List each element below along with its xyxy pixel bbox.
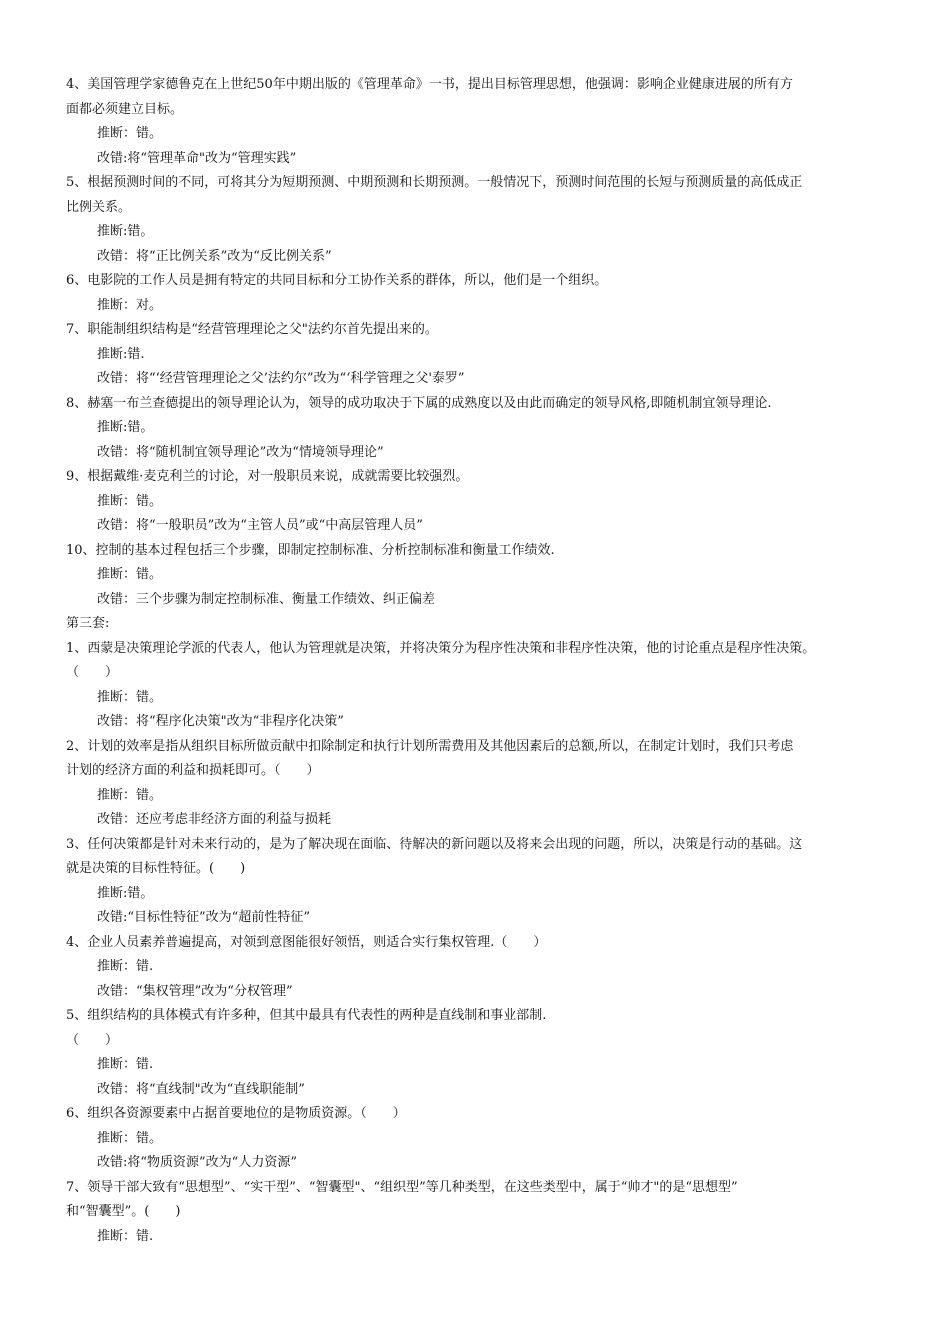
question-line: 计划的经济方面的利益和损耗即可。（ ） — [66, 763, 320, 778]
answer-line: 改错：“集权管理”改为“分权管理” — [97, 983, 293, 999]
answer-line: 推断:错。 — [97, 420, 154, 435]
question-line: 6、组织各资源要素中占据首要地位的是物质资源。（ ） — [66, 1106, 406, 1121]
answer-line: 改错：将“直线制"改为“直线职能制” — [97, 1081, 305, 1097]
answer-line: 推断:错. — [97, 346, 145, 362]
answer-line: 推断：错。 — [97, 1130, 163, 1146]
question-line: 比例关系。 — [66, 199, 132, 215]
question-line: 5、根据预测时间的不同，可将其分为短期预测、中期预测和长期预测。一般情况下，预测时间范围的长短与预测质量的高低成正 — [66, 175, 803, 190]
question-line: 就是决策的目标性特征。( ) — [66, 861, 246, 876]
answer-line: 改错：还应考虑非经济方面的利益与损耗 — [97, 812, 332, 827]
question-line: 7、领导干部大致有“思想型”、“实干型”、“智囊型"、“组织型”等几种类型，在这些类型中，属于“帅才"的是“思想型” — [66, 1179, 738, 1195]
answer-line: 改错:将“物质资源”改为“人力资源” — [97, 1155, 297, 1170]
question-line: 10、控制的基本过程包括三个步骤，即制定控制标准、分析控制标准和衡量工作绩效. — [66, 542, 555, 558]
answer-line: 推断:错。 — [97, 885, 154, 901]
answer-line: 改错：将“一般职员”改为“主管人员”或“中高层管理人员” — [97, 518, 423, 533]
answer-line: 改错：将“程序化决策"改为“非程序化决策” — [97, 714, 344, 729]
question-line: 5、组织结构的具体模式有许多种，但其中最具有代表性的两种是直线制和事业部制. — [66, 1008, 547, 1023]
answer-line: 推断：错。 — [97, 493, 163, 509]
question-line: （ ） — [66, 1032, 119, 1048]
question-line: 9、根据戴维·麦克利兰的讨论，对一般职员来说，成就需要比较强烈。 — [66, 469, 469, 484]
answer-line: 改错:将“管理革命"改为“管理实践” — [97, 150, 297, 166]
answer-line: 改错:“目标性特征”改为“超前性特征” — [97, 910, 310, 925]
question-line: 面都必须建立目标。 — [66, 101, 184, 117]
answer-line: 推断：错。 — [97, 126, 163, 141]
answer-line: 推断：错. — [97, 959, 154, 974]
answer-line: 推断：错。 — [97, 689, 163, 705]
question-line: 7、职能制组织结构是“经营管理理论之父"法约尔首先提出来的。 — [66, 322, 438, 337]
question-line: 第三套: — [66, 616, 110, 631]
question-line: 和“智囊型”。( ) — [66, 1204, 181, 1219]
answer-line: 推断:错。 — [97, 224, 154, 239]
question-line: 2、计划的效率是指从组织目标所做贡献中扣除制定和执行计划所需费用及其他因素后的总额,所以，在制定计划时，我们只考虑 — [66, 738, 794, 754]
answer-line: 推断：错. — [97, 1057, 154, 1072]
answer-line: 改错：将“‘经营管理理论之父’法约尔”改为“‘科学管理之父'泰罗” — [97, 371, 465, 386]
question-line: 4、企业人员素养普遍提高，对领到意图能很好领悟，则适合实行集权管理.（ ） — [66, 934, 547, 950]
question-line: 1、西蒙是决策理论学派的代表人，他认为管理就是决策，并将决策分为程序性决策和非程序性决策，他的讨论重点是程序性决策。 — [66, 640, 816, 656]
answer-line: 改错：将“正比例关系”改为“反比例关系” — [97, 248, 332, 264]
answer-line: 推断：错。 — [97, 787, 163, 803]
question-line: 4、美国管理学家德鲁克在上世纪50年中期出版的《管理革命》一书，提出目标管理思想，他强调：影响企业健康进展的所有方 — [66, 77, 793, 92]
question-line: 3、任何决策都是针对未来行动的，是为了解决现在面临、待解决的新问题以及将来会出现的问题，所以，决策是行动的基础。这 — [66, 836, 803, 852]
question-line: 6、电影院的工作人员是拥有特定的共同目标和分工协作关系的群体，所以，他们是一个组织。 — [66, 273, 608, 288]
question-line: （ ） — [66, 665, 119, 680]
answer-line: 改错：三个步骤为制定控制标准、衡量工作绩效、纠正偏差 — [97, 591, 436, 607]
answer-line: 改错：将“随机制宜领导理论”改为“情境领导理论” — [97, 444, 384, 460]
question-line: 8、赫塞一布兰查德提出的领导理论认为，领导的成功取决于下属的成熟度以及由此而确定的领导风格,即随机制宜领导理论. — [66, 395, 772, 411]
answer-line: 推断：错。 — [97, 567, 163, 582]
answer-line: 推断：错. — [97, 1228, 154, 1244]
answer-line: 推断：对。 — [97, 297, 163, 313]
